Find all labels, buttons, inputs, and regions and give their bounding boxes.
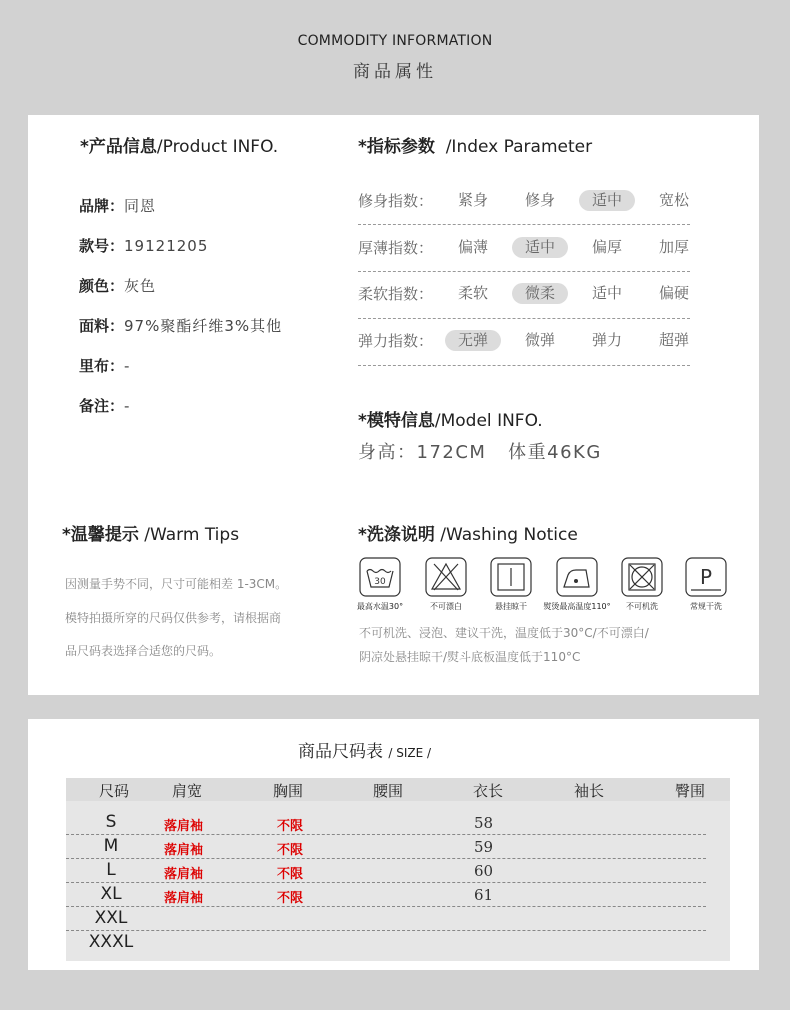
product-info-row: 里布：- — [79, 357, 131, 375]
size-cell: XXXL — [88, 932, 134, 952]
index-param-title: *指标参数 /Index Parameter — [358, 137, 593, 157]
product-info-title: *产品信息/Product INFO. — [80, 137, 279, 157]
wash-item — [685, 557, 733, 612]
index-option: 偏厚 — [591, 238, 622, 256]
index-option: 修身 — [524, 191, 555, 209]
row-divider — [66, 858, 706, 859]
wash-item — [621, 557, 669, 612]
row-divider — [66, 882, 706, 883]
washing-note-line: 不可机洗、浸泡、建议干洗，温度低于30°C/不可漂白/ — [359, 626, 649, 640]
column-header: 衣长 — [472, 782, 503, 800]
no-machine-wash-icon — [621, 557, 663, 597]
column-header: 袖长 — [573, 782, 604, 800]
size-cell: XL — [100, 884, 122, 904]
warm-tips-title: *温馨提示 /Warm Tips — [62, 525, 240, 545]
wash-caption: 不可机洗 — [626, 602, 658, 611]
column-header: 臀围 — [674, 782, 705, 800]
size-table-title: 商品尺码表 / SIZE / — [298, 742, 432, 762]
product-info-row: 颜色：灰色 — [79, 277, 157, 295]
wash-item — [543, 557, 611, 612]
product-info-row: 备注：- — [79, 397, 131, 415]
wash-caption: 不可漂白 — [430, 602, 462, 611]
wash-caption: 常规干洗 — [690, 602, 722, 611]
shoulder-cell: 落肩袖 — [164, 891, 204, 906]
chest-cell: 不限 — [277, 891, 304, 906]
wash-item — [490, 557, 538, 612]
shoulder-cell: 落肩袖 — [164, 843, 204, 858]
length-cell: 58 — [474, 814, 494, 832]
dry-clean-icon — [685, 557, 727, 597]
wash-item — [356, 557, 407, 612]
index-label: 柔软指数： — [358, 285, 434, 303]
length-cell: 61 — [474, 886, 494, 904]
column-header: 胸围 — [272, 782, 303, 800]
divider — [358, 224, 690, 225]
index-option-selected: 适中 — [579, 190, 635, 211]
size-cell: S — [105, 812, 117, 832]
index-option: 宽松 — [658, 191, 689, 209]
size-cell: XXL — [94, 908, 128, 928]
product-info-row: 品牌：同恩 — [79, 197, 157, 215]
row-divider — [66, 834, 706, 835]
wash-caption: 悬挂晾干 — [495, 602, 527, 611]
warm-tip-line: 品尺码表选择合适您的尺码。 — [65, 644, 222, 658]
wash-caption: 熨烫最高温度110° — [543, 602, 611, 611]
size-table-card — [28, 719, 759, 970]
model-info-value: 身高：172CM 体重46KG — [358, 442, 602, 463]
column-header: 尺码 — [98, 782, 129, 800]
washing-note-line: 阴凉处悬挂晾干/熨斗底板温度低于110°C — [359, 650, 581, 664]
warm-tip-line: 模特拍摄所穿的尺码仅供参考，请根据商 — [65, 611, 282, 625]
warm-tip-line: 因测量手势不同，尺寸可能相差 1-3CM。 — [65, 577, 288, 591]
shoulder-cell: 落肩袖 — [164, 819, 204, 834]
index-label: 修身指数： — [358, 192, 434, 210]
product-info-row: 款号：19121205 — [79, 237, 209, 255]
index-label: 厚薄指数： — [358, 239, 434, 257]
no-bleach-icon — [425, 557, 467, 597]
iron-110-icon — [556, 557, 598, 597]
wash-30-icon — [359, 557, 401, 597]
column-header: 肩宽 — [171, 782, 202, 800]
commodity-info-card — [28, 115, 759, 695]
washing-title: *洗涤说明 /Washing Notice — [358, 525, 578, 545]
hang-dry-icon — [490, 557, 532, 597]
index-label: 弹力指数： — [358, 332, 434, 350]
divider — [358, 365, 690, 366]
index-option: 适中 — [591, 284, 622, 302]
index-option-selected: 微柔 — [512, 283, 568, 304]
divider — [358, 271, 690, 272]
index-option-selected: 适中 — [512, 237, 568, 258]
size-table-header — [66, 778, 730, 801]
row-divider — [66, 930, 706, 931]
row-divider — [66, 906, 706, 907]
product-info-row: 面料：97%聚酯纤维3%其他 — [79, 317, 283, 335]
chest-cell: 不限 — [277, 867, 304, 882]
index-option: 偏薄 — [457, 238, 488, 256]
index-option: 加厚 — [658, 238, 689, 256]
wash-item — [425, 557, 473, 612]
header-title-cn: 商品属性 — [353, 62, 437, 82]
svg-text:30: 30 — [374, 577, 386, 587]
length-cell: 59 — [474, 838, 494, 856]
index-option-selected: 无弹 — [445, 330, 501, 351]
chest-cell: 不限 — [277, 843, 304, 858]
index-option: 柔软 — [457, 284, 488, 302]
svg-text:P: P — [699, 565, 713, 589]
divider — [358, 318, 690, 319]
size-cell: L — [106, 860, 116, 880]
size-cell: M — [103, 836, 119, 856]
header-title-en: COMMODITY INFORMATION — [297, 33, 493, 49]
index-option: 弹力 — [591, 331, 622, 349]
model-info-title: *模特信息/Model INFO. — [358, 411, 543, 431]
length-cell: 60 — [474, 862, 494, 880]
index-option: 微弹 — [524, 331, 555, 349]
chest-cell: 不限 — [277, 819, 304, 834]
size-table — [66, 778, 730, 961]
column-header: 腰围 — [372, 782, 403, 800]
shoulder-cell: 落肩袖 — [164, 867, 204, 882]
wash-caption: 最高水温30° — [356, 602, 404, 611]
index-option: 偏硬 — [658, 284, 689, 302]
index-option: 超弹 — [658, 331, 689, 349]
index-option: 紧身 — [457, 191, 488, 209]
